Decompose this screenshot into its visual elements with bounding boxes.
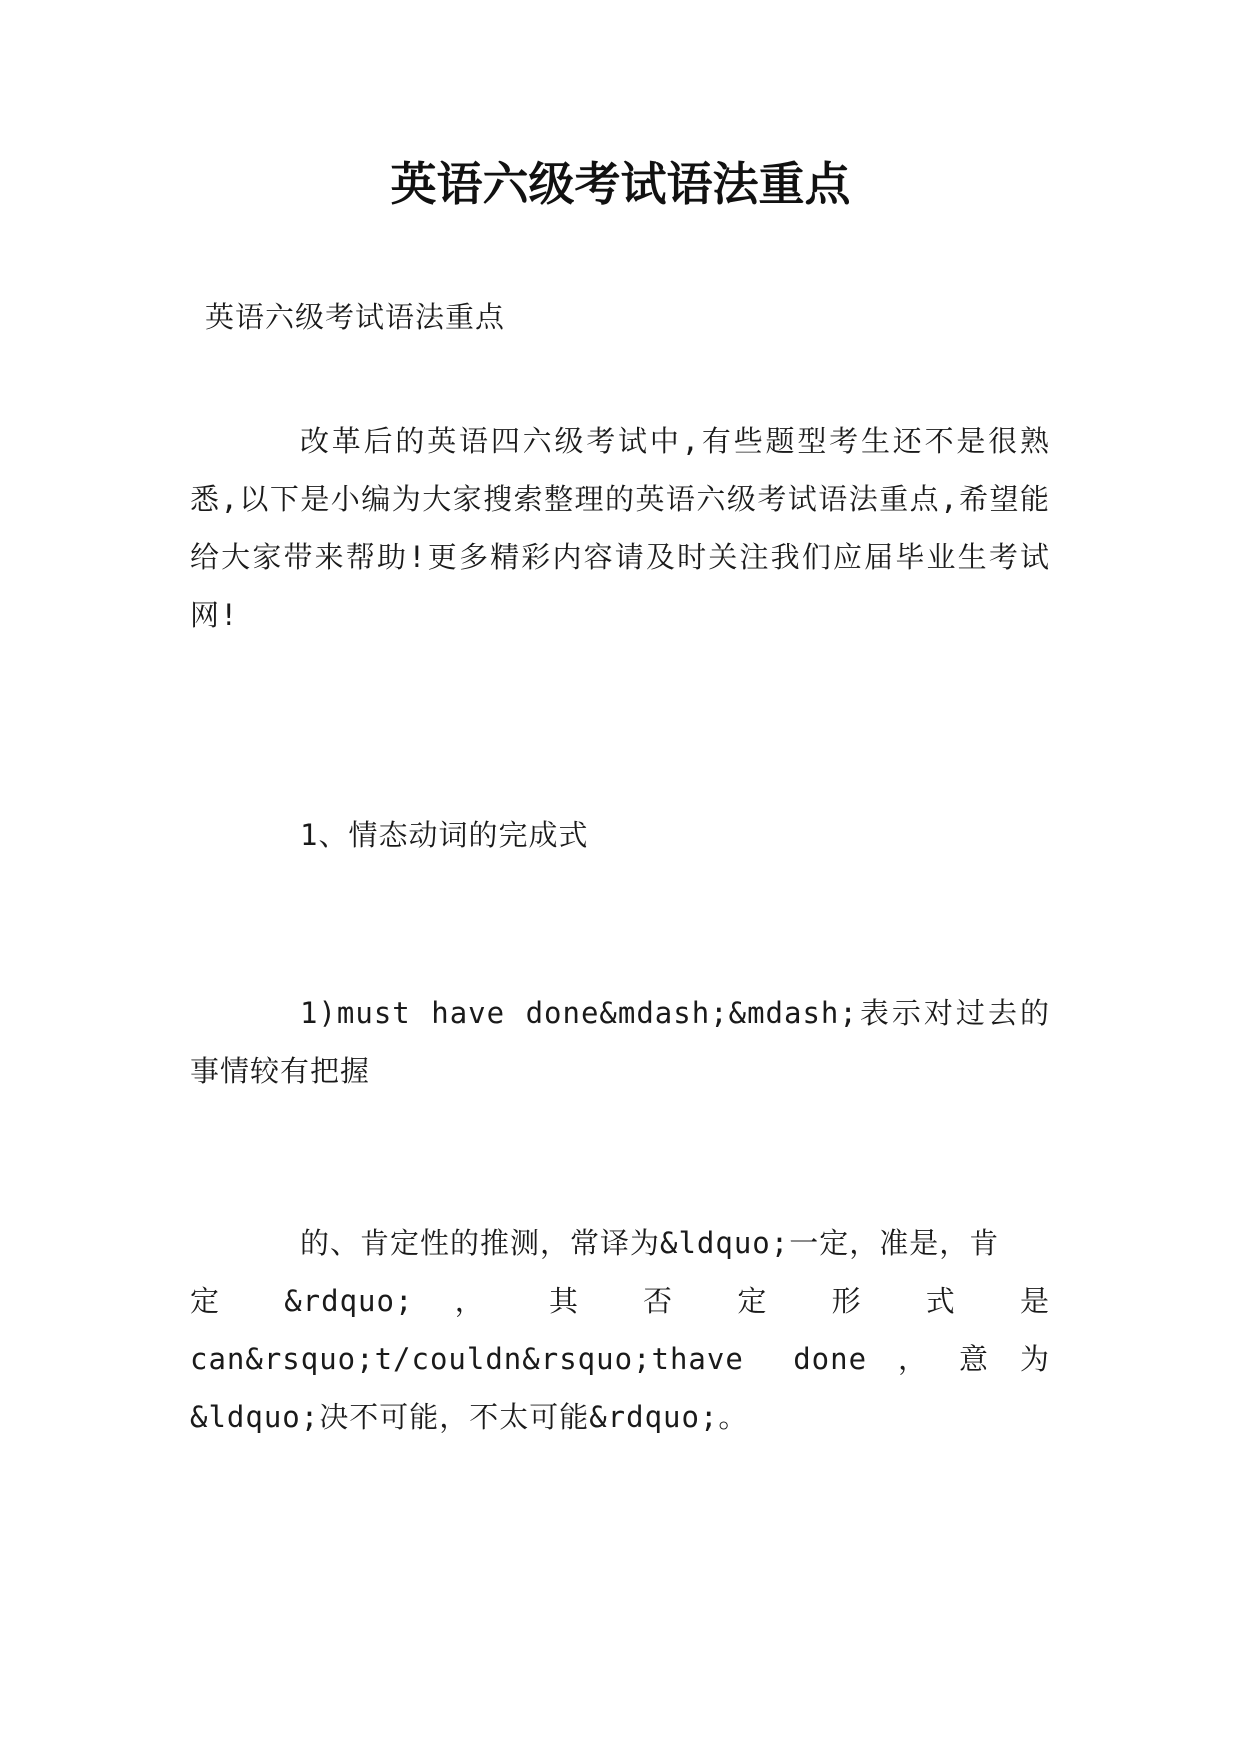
document-title: 英语六级考试语法重点 — [390, 157, 851, 211]
item-must-have-done: 1)must have done&mdash;&mdash;表示对过去的事情较有把握 — [190, 996, 1050, 1088]
section-heading-modal-perfect: 1、情态动词的完成式 — [300, 818, 589, 852]
intro-paragraph: 改革后的英语四六级考试中,有些题型考生还不是很熟悉,以下是小编为大家搜索整理的英语六级考试语法重点,希望能给大家带来帮助!更多精彩内容请及时关注我们应届毕业生考试网! — [190, 424, 1050, 632]
document-subtitle: 英语六级考试语法重点 — [205, 300, 506, 334]
item-must-have-done-continuation — [190, 1214, 1050, 1446]
continuation-line-1: 的、肯定性的推测，常译为&ldquo;一定，准是，肯 — [300, 1226, 1000, 1260]
continuation-line-2: 定 &rdquo; ， 其 否 定 形 式 是 — [190, 1284, 1050, 1318]
continuation-rest: can&rsquo;t/couldn&rsquo;thave done，意为&ldquo;决不可能，不太可能&rdquo;。 — [190, 1342, 1050, 1434]
